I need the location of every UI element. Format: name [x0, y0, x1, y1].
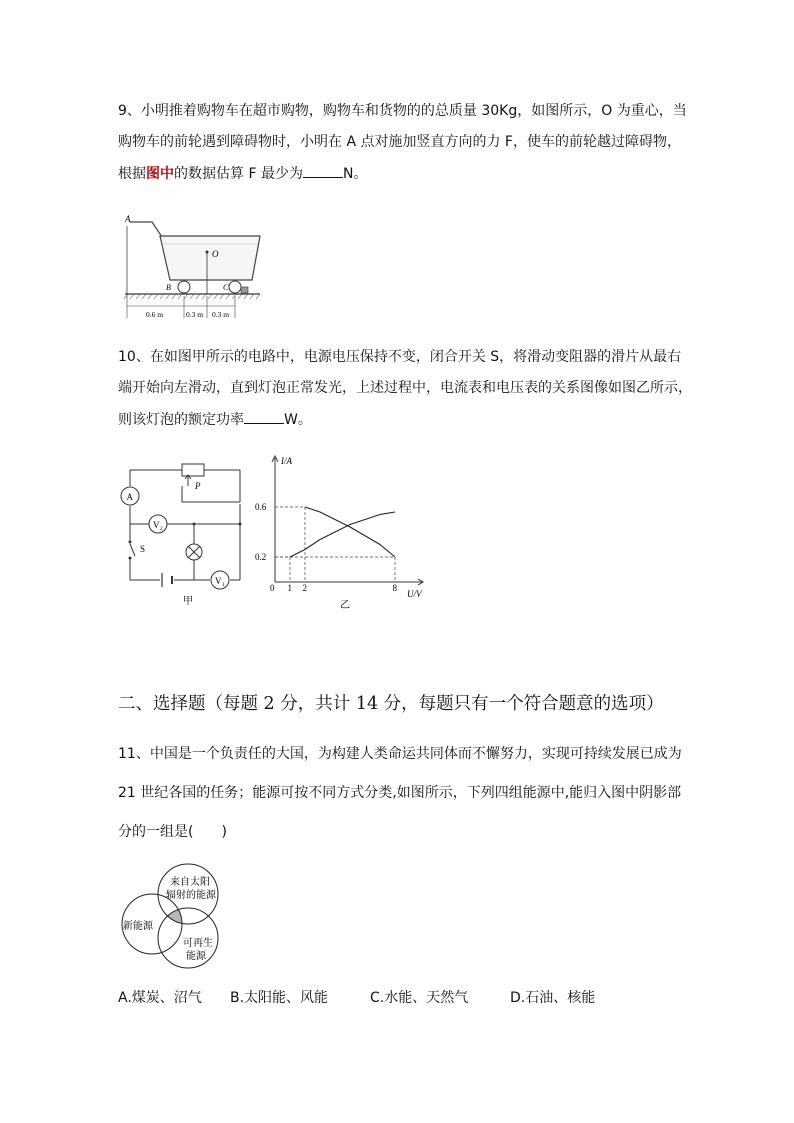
switch-s — [130, 544, 135, 556]
q10-line-1: 10、在如图甲所示的电路中，电源电压保持不变，闭合开关 S，将滑动变阻器的滑片从最右 — [118, 349, 682, 365]
x-axis-label: U/V — [407, 589, 422, 599]
rear-wheel — [178, 281, 190, 293]
cart-basket — [160, 236, 260, 280]
option-b[interactable]: B.太阳能、风能 — [230, 990, 329, 1006]
rheostat — [182, 464, 204, 476]
center-o — [206, 251, 209, 254]
y-axis-label: I/A — [281, 456, 292, 466]
q10-line-2: 端开始向左滑动，直到灯泡正常发光，上述过程中，电流表和电压表的关系图像如图乙所示， — [118, 380, 692, 396]
slider-label-p: P — [195, 481, 201, 491]
y-tick-1: 0.2 — [255, 552, 267, 562]
q9-line-1: 9、小明推着购物车在超市购物，购物车和货物的的总质量 30Kg，如图所示，O 为重心，当 — [118, 103, 687, 119]
q9-highlight: 图中 — [146, 166, 174, 182]
dim-0-3-b: 0.3 m — [212, 310, 230, 319]
venn-left: 新能源 — [123, 921, 153, 932]
front-wheel — [229, 281, 241, 293]
v2-sub: 2 — [160, 526, 163, 532]
circuit-caption: 甲 — [183, 596, 193, 607]
venn-right-line1: 可再生 — [183, 938, 213, 949]
option-a[interactable]: A.煤炭、沼气 — [118, 990, 202, 1006]
ground-hatch — [124, 294, 260, 299]
guide-1-6 — [275, 557, 395, 582]
ammeter-label: A — [126, 492, 133, 502]
x-tick-0: 1 — [287, 583, 292, 593]
q9-line-2: 购物车的前轮遇到障碍物时，小明在 A 点对施加竖直方向的力 F，使车的前轮越过障碍物， — [118, 134, 681, 150]
q9-line-3-pre: 根据 — [118, 166, 146, 182]
venn-top-line2: 辐射的能源 — [166, 890, 216, 901]
guide-1-0 — [275, 507, 305, 582]
option-d[interactable]: D.石油、核能 — [510, 990, 596, 1006]
label-b: B — [166, 283, 171, 292]
x-tick-1: 2 — [302, 583, 307, 593]
guide-0-0 — [275, 557, 290, 582]
x-tick-2: 8 — [392, 583, 397, 593]
venn-right-line2: 能源 — [186, 951, 206, 962]
dim-0-6: 0.6 m — [146, 310, 164, 319]
circuit-figure — [118, 458, 248, 608]
option-c[interactable]: C.水能、天然气 — [370, 990, 469, 1006]
q11-line-1: 11、中国是一个负责任的大国，为构建人类命运共同体而不懈努力，实现可持续发展已成为 — [118, 746, 682, 762]
q11-line-3: 分的一组是( ) — [118, 824, 227, 840]
v2-label: V — [153, 520, 160, 530]
q9-answer-blank[interactable] — [303, 163, 343, 178]
label-a: A — [125, 214, 131, 224]
cart-handle — [130, 222, 162, 237]
v1-label: V — [215, 576, 222, 586]
q11-line-2: 21 世纪各国的任务；能源可按不同方式分类,如图所示，下列四组能源中,能归入图中阴影部 — [118, 785, 682, 801]
graph-caption: 乙 — [340, 600, 350, 611]
q9-line-3-post: 的数据估算 F 最少为 — [174, 166, 303, 182]
q10-unit: W。 — [284, 412, 312, 428]
q9-unit: N。 — [342, 166, 368, 182]
switch-label: S — [140, 544, 146, 554]
y-tick-0: 0.6 — [255, 502, 267, 512]
q9-line-3 — [118, 163, 367, 184]
iu-graph — [250, 452, 430, 612]
shopping-cart-figure — [120, 210, 280, 322]
obstacle — [241, 287, 248, 293]
section-2-title: 二、选择题（每题 2 分，共计 14 分，每题只有一个符合题意的选项） — [118, 694, 664, 714]
energy-venn-diagram — [114, 858, 234, 970]
dim-0-3-a: 0.3 m — [186, 310, 204, 319]
label-o: O — [212, 249, 219, 259]
q10-line-3-text: 则该灯泡的额定功率 — [118, 412, 244, 428]
label-c: C — [223, 283, 229, 292]
venn-top-line1: 来自太阳 — [170, 877, 210, 888]
series-0-line — [290, 512, 395, 557]
q10-line-3 — [118, 409, 312, 430]
v1-sub: 1 — [222, 582, 225, 588]
q10-answer-blank[interactable] — [244, 409, 284, 424]
origin-label: 0 — [270, 583, 275, 593]
